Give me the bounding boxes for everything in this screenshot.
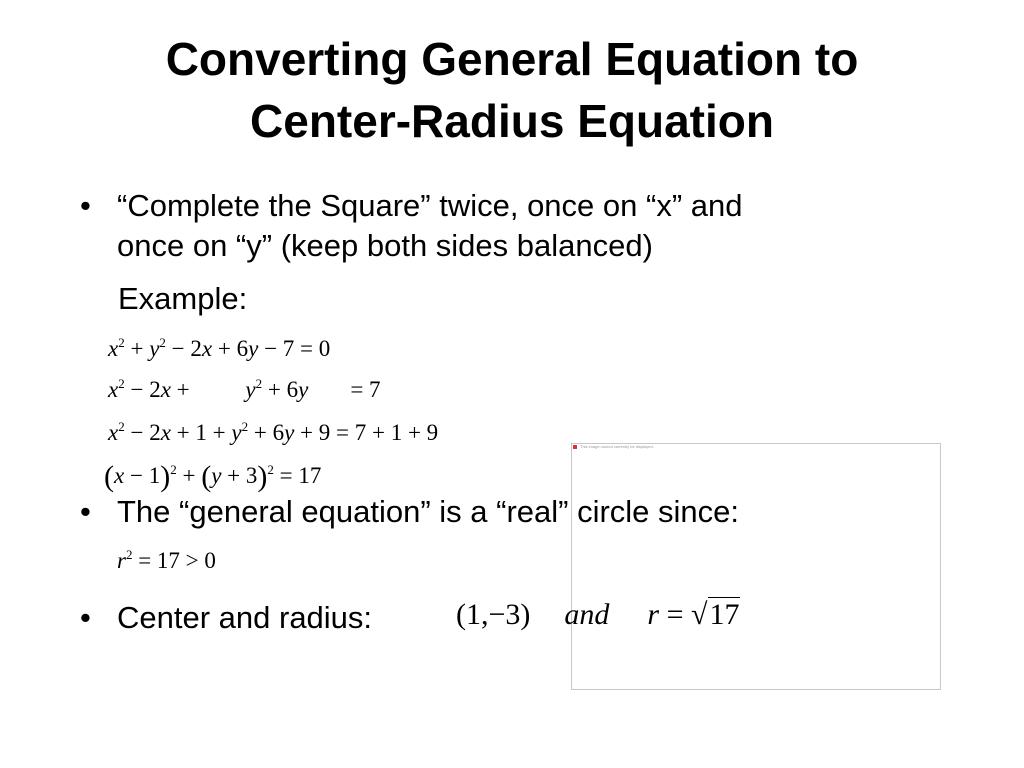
equation-completed (108, 420, 438, 446)
eq-term: r (647, 598, 660, 631)
eq-term: y (211, 463, 222, 488)
bullet-text: Center and radius: (117, 600, 373, 635)
sqrt-symbol: √ (691, 598, 708, 631)
eq-exp: 2 (267, 462, 274, 477)
embedded-image-frame (571, 443, 941, 690)
sqrt-radicand: 17 (709, 598, 740, 631)
sqrt-expression (691, 598, 739, 632)
eq-term: x (114, 463, 125, 488)
eq-op: = 17 (273, 463, 322, 488)
eq-op: + (124, 336, 150, 361)
eq-paren: ) (520, 598, 531, 631)
eq-exp: 2 (125, 547, 133, 562)
equation-grouped (108, 377, 381, 403)
eq-term: y (298, 377, 309, 402)
equation-radius-check (117, 548, 216, 574)
eq-term: y (248, 336, 259, 361)
eq-op: = 7 (350, 377, 381, 402)
eq-op: + 3 (221, 463, 258, 488)
eq-center-value: 1,−3 (466, 598, 521, 631)
eq-paren: ( (456, 598, 466, 631)
eq-term: r (117, 548, 126, 573)
eq-op: + (176, 463, 202, 488)
eq-term: x (160, 377, 171, 402)
eq-exp: 2 (159, 335, 166, 350)
equation-center-radius (456, 598, 740, 632)
eq-exp: 2 (255, 376, 263, 391)
eq-op: − 7 = 0 (258, 336, 331, 361)
broken-image-text: This image cannot currently be displayed. (580, 444, 654, 449)
eq-op: + 9 = 7 + 1 + 9 (294, 420, 439, 445)
eq-paren: ) (257, 460, 268, 493)
eq-paren: ( (201, 460, 212, 493)
eq-term: y (149, 336, 160, 361)
eq-op: + 6 (262, 377, 299, 402)
example-label: Example: (118, 281, 248, 316)
eq-term: x (160, 420, 171, 445)
bullet-text-line-1: “Complete the Square” twice, once on “x” and (117, 188, 743, 223)
eq-op: − 2 (124, 377, 161, 402)
equation-factored (104, 460, 321, 494)
eq-term: x (108, 377, 119, 402)
eq-op: = (659, 598, 692, 631)
eq-op: − 2 (165, 336, 202, 361)
eq-op: + (170, 377, 196, 402)
eq-and: and (564, 598, 610, 631)
eq-term: y (245, 377, 256, 402)
eq-exp: 2 (118, 335, 125, 350)
bullet-marker: • (80, 600, 91, 635)
title-line-2: Center-Radius Equation (250, 95, 774, 147)
eq-exp: 2 (241, 419, 249, 434)
eq-op: + 6 (248, 420, 285, 445)
eq-op: + 6 (212, 336, 249, 361)
bullet-marker: • (80, 494, 91, 529)
broken-image-icon (573, 445, 577, 449)
title-line-1: Converting General Equation to (165, 33, 859, 85)
eq-op: − 1 (124, 463, 161, 488)
eq-exp: 2 (118, 419, 125, 434)
eq-term: x (201, 336, 213, 361)
eq-op: − 2 (124, 420, 161, 445)
eq-term: y (231, 420, 242, 445)
eq-term: x (108, 336, 119, 361)
eq-exp: 2 (118, 376, 125, 391)
eq-paren: ( (104, 460, 114, 493)
bullet-text: The “general equation” is a “real” circle since: (117, 494, 739, 529)
equation-general (108, 336, 330, 362)
eq-term: y (284, 420, 295, 445)
eq-paren: ) (160, 460, 171, 493)
bullet-marker: • (80, 188, 91, 223)
eq-exp: 2 (170, 462, 177, 477)
eq-op: + 1 + (170, 420, 232, 445)
eq-op: = 17 > 0 (132, 548, 216, 573)
eq-term: x (108, 420, 119, 445)
bullet-text-line-2: once on “y” (keep both sides balanced) (117, 228, 653, 263)
